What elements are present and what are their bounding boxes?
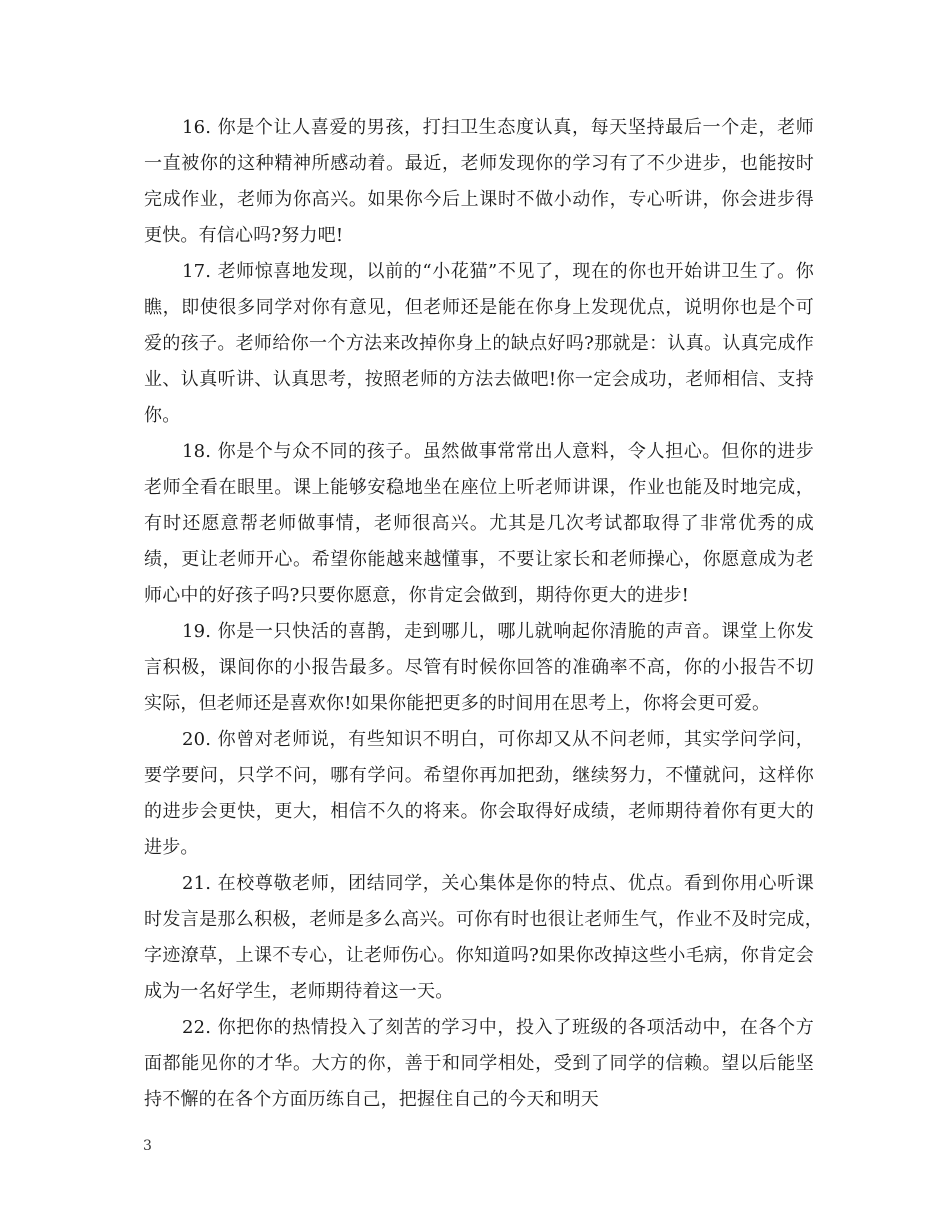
comment-paragraph-18: 18. 你是个与众不同的孩子。虽然做事常常出人意料，令人担心。但你的进步老师全看在眼里。课上能够安稳地坐在座位上听老师讲课，作业也能及时地完成，有时还愿意帮老师做事情，老师很高兴。尤其是几次考试都取得了非常优秀的成绩，更让老师开心。希望你能越来越懂事，不要让家长和老师操心，你愿意成为老师心中的好孩子吗?只要你愿意，你肯定会做到，期待你更大的进步! (144, 441, 814, 606)
comment-paragraph-16: 16. 你是个让人喜爱的男孩，打扫卫生态度认真，每天坚持最后一个走，老师一直被你的这种精神所感动着。最近，老师发现你的学习有了不少进步，也能按时完成作业，老师为你高兴。如果你今后上课时不做小动作，专心听讲，你会进步得更快。有信心吗?努力吧! (144, 117, 814, 246)
document-body (144, 110, 833, 1118)
comment-paragraph-20: 20. 你曾对老师说，有些知识不明白，可你却又从不问老师，其实学问学问，要学要问，只学不问，哪有学问。希望你再加把劲，继续努力，不懂就问，这样你的进步会更快，更大，相信不久的将来。你会取得好成绩，老师期待着你有更大的进步。 (144, 729, 814, 858)
comment-paragraph-22: 22. 你把你的热情投入了刻苦的学习中，投入了班级的各项活动中，在各个方面都能见你的才华。大方的你，善于和同学相处，受到了同学的信赖。望以后能坚持不懈的在各个方面历练自己，把握住自己的今天和明天 (144, 1017, 814, 1110)
comment-paragraph-17: 17. 老师惊喜地发现，以前的“小花猫”不见了，现在的你也开始讲卫生了。你瞧，即使很多同学对你有意见，但老师还是能在你身上发现优点，说明你也是个可爱的孩子。老师给你一个方法来改掉你身上的缺点好吗?那就是：认真。认真完成作业、认真听讲、认真思考，按照老师的方法去做吧!你一定会成功，老师相信、支持你。 (144, 261, 814, 426)
page-number: 3 (143, 1138, 152, 1154)
comment-paragraph-21: 21. 在校尊敬老师，团结同学，关心集体是你的特点、优点。看到你用心听课时发言是那么积极，老师是多么高兴。可你有时也很让老师生气，作业不及时完成， 字迹潦草，上课不专心，让老师伤心。你知道吗?如果你改掉这些小毛病，你肯定会成为一名好学生，老师期待着这一天。 (144, 873, 833, 1002)
comment-paragraph-19: 19. 你是一只快活的喜鹊，走到哪儿，哪儿就响起你清脆的声音。课堂上你发言积极，课间你的小报告最多。尽管有时候你回答的准确率不高，你的小报告不切实际，但老师还是喜欢你!如果你能把更多的时间用在思考上，你将会更可爱。 (144, 621, 814, 714)
